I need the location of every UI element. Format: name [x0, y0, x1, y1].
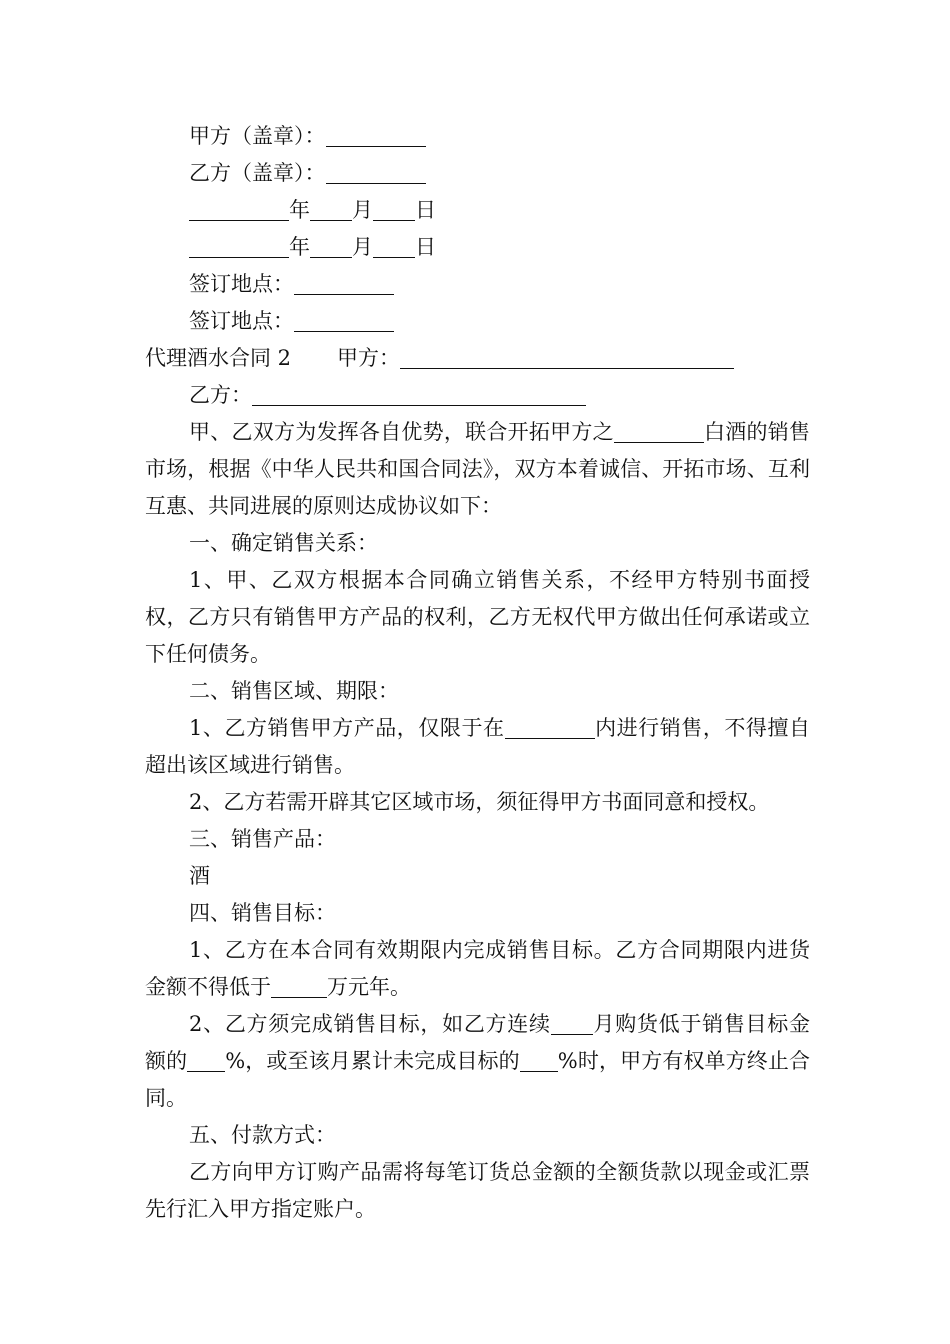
- section-4-title: 四、销售目标：: [189, 901, 336, 925]
- intro-paragraph: [145, 414, 810, 525]
- intro-text-a: 甲、乙双方为发挥各自优势，联合开拓甲方之: [189, 420, 614, 444]
- date-line-b: [145, 229, 810, 266]
- party-a-seal-blank[interactable]: [326, 124, 426, 147]
- clause-text-c: %，或至该月累计未完成目标的: [225, 1049, 520, 1073]
- clause-text-d: %时，甲方有权单方终止合同。: [145, 1049, 811, 1110]
- clause-text-b: 万元年。: [327, 975, 411, 999]
- section-2-clause-2: 2、乙方若需开辟其它区域市场，须征得甲方书面同意和授权。: [189, 790, 770, 814]
- contract-title-line: [145, 340, 810, 377]
- clause-text-a: 1、乙方在本合同有效期限内完成销售目标。乙方合同期限内进货金额不得低于: [145, 938, 810, 999]
- party-b-seal-blank[interactable]: [326, 161, 426, 184]
- section-5-clause-1: 乙方向甲方订购产品需将每笔订货总金额的全额货款以现金或汇票先行汇入甲方指定账户。: [145, 1160, 810, 1221]
- party-b-seal-line: [145, 155, 810, 192]
- party-a-seal-label: 甲方（盖章）：: [189, 124, 326, 148]
- section-3-title: 三、销售产品：: [189, 827, 336, 851]
- sign-place-blank[interactable]: [294, 309, 394, 332]
- clause-text-b: 月购货低于销售目标金额的: [145, 1012, 811, 1073]
- percent-blank-a[interactable]: [187, 1049, 225, 1072]
- party-a-seal-line: [145, 118, 810, 155]
- party-b-label: 乙方：: [189, 383, 252, 407]
- day-blank[interactable]: [373, 235, 415, 258]
- year-label: 年: [289, 235, 310, 259]
- contract-title: 代理酒水合同 2: [145, 346, 292, 370]
- sign-place-blank[interactable]: [294, 272, 394, 295]
- sign-place-line-a: [145, 266, 810, 303]
- sign-place-label: 签订地点：: [189, 309, 294, 333]
- year-blank[interactable]: [189, 198, 289, 221]
- section-3-product: 酒: [189, 864, 210, 888]
- month-blank[interactable]: [310, 235, 352, 258]
- year-blank[interactable]: [189, 235, 289, 258]
- month-label: 月: [352, 235, 373, 259]
- year-label: 年: [289, 198, 310, 222]
- date-line-a: [145, 192, 810, 229]
- clause-text-a: 2、乙方须完成销售目标，如乙方连续: [189, 1012, 551, 1036]
- party-a-label: 甲方：: [337, 346, 401, 370]
- party-b-line: [145, 377, 810, 414]
- day-label: 日: [415, 235, 436, 259]
- section-2-clause-1: [145, 710, 810, 784]
- section-2-title: 二、销售区域、期限：: [189, 679, 399, 703]
- month-blank[interactable]: [310, 198, 352, 221]
- amount-blank[interactable]: [271, 975, 327, 998]
- section-4-clause-2: [145, 1006, 810, 1117]
- month-label: 月: [352, 198, 373, 222]
- clause-text-a: 1、乙方销售甲方产品，仅限于在: [189, 716, 505, 740]
- months-blank[interactable]: [551, 1012, 593, 1035]
- product-blank[interactable]: [614, 420, 704, 443]
- day-blank[interactable]: [373, 198, 415, 221]
- sign-place-line-b: [145, 303, 810, 340]
- party-b-blank[interactable]: [252, 383, 586, 406]
- section-5-title: 五、付款方式：: [189, 1123, 336, 1147]
- clause-text-b: 内进行销售，不得擅自超出该区域进行销售。: [145, 716, 810, 777]
- section-1-title: 一、确定销售关系：: [189, 531, 378, 555]
- intro-text-b: 白酒的销售市场，根据《中华人民共和国合同法》，双方本着诚信、开拓市场、互利互惠、共同进展的原则达成协议如下：: [145, 420, 811, 518]
- sign-place-label: 签订地点：: [189, 272, 294, 296]
- party-b-seal-label: 乙方（盖章）：: [189, 161, 326, 185]
- section-1-clause-1: 1、甲、乙双方根据本合同确立销售关系，不经甲方特别书面授权，乙方只有销售甲方产品的权利，乙方无权代甲方做出任何承诺或立下任何债务。: [145, 568, 810, 666]
- percent-blank-b[interactable]: [520, 1049, 558, 1072]
- section-4-clause-1: [145, 932, 810, 1006]
- day-label: 日: [415, 198, 436, 222]
- region-blank[interactable]: [505, 716, 595, 739]
- contract-page: [145, 118, 810, 1228]
- party-a-blank[interactable]: [400, 346, 734, 369]
